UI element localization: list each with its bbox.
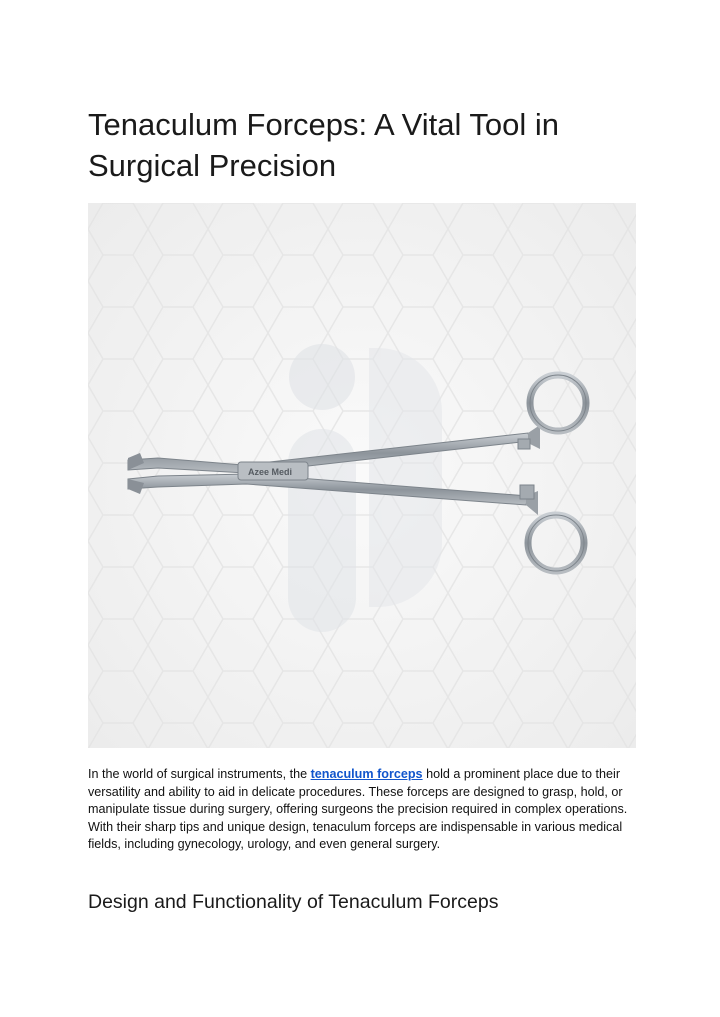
instrument-engraving: Azee Medi xyxy=(248,467,293,477)
tenaculum-forceps-image xyxy=(88,203,636,748)
intro-paragraph xyxy=(88,766,636,854)
product-image xyxy=(88,203,636,748)
intro-text-start: In the world of surgical instruments, the xyxy=(88,767,311,781)
tenaculum-forceps-link[interactable]: tenaculum forceps xyxy=(310,767,423,781)
page-title: Tenaculum Forceps: A Vital Tool in Surgical Precision xyxy=(88,107,560,183)
intro-text-rest: hold a prominent place due to their versatility and ability to aid in delicate procedures. These forceps are designed to grasp, hold, or manipulate tissue during surgery, offering surgeons the precision required in complex operations. With their sharp tips and unique design, tenaculum forceps are indispensable in various medical fields, including gynecology, urology, and even general surgery. xyxy=(88,767,628,852)
section-heading: Design and Functionality of Tenaculum Forceps xyxy=(88,891,499,913)
